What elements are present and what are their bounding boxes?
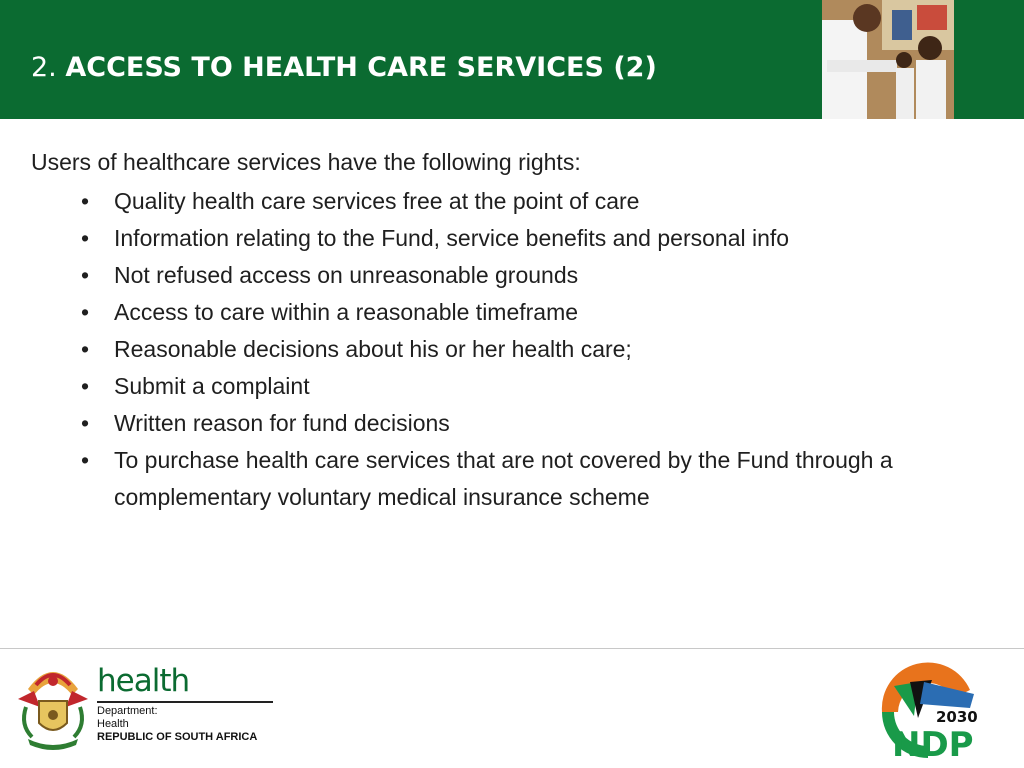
list-item-text: Not refused access on unreasonable grounds	[114, 262, 579, 288]
bullet-icon: •	[81, 299, 90, 325]
list-item-text: Reasonable decisions about his or her health care;	[114, 336, 632, 362]
ndp-2030-logo-icon	[874, 660, 990, 760]
footer-divider	[0, 648, 1024, 649]
bullet-icon: •	[81, 447, 90, 473]
ndp-year: 2030	[936, 708, 978, 726]
dept-line-3: REPUBLIC OF SOUTH AFRICA	[97, 731, 258, 743]
list-item-text: Information relating to the Fund, service benefits and personal info	[114, 225, 790, 251]
list-item	[31, 257, 1001, 294]
list-item	[31, 183, 1001, 220]
list-item	[31, 331, 1001, 368]
bullet-icon: •	[81, 225, 90, 251]
health-wordmark: health	[97, 663, 190, 699]
list-item	[31, 294, 1001, 331]
bullet-icon: •	[81, 336, 90, 362]
bullet-icon: •	[81, 188, 90, 214]
intro-text: Users of healthcare services have the following rights:	[31, 149, 581, 175]
department-text	[97, 705, 257, 744]
list-item	[31, 368, 1001, 405]
south-africa-coat-of-arms-icon	[14, 655, 92, 751]
rights-list	[31, 183, 1001, 516]
title-text: ACCESS TO HEALTH CARE SERVICES (2)	[65, 52, 657, 83]
ndp-text: NDP	[892, 725, 974, 760]
title-number: 2.	[31, 52, 57, 83]
list-item-text: Written reason for fund decisions	[114, 410, 450, 436]
list-item-text: To purchase health care services that are not covered by the Fund through a complementary voluntary medical insurance scheme	[114, 447, 893, 510]
list-item	[31, 220, 1001, 257]
nurse-with-children-photo	[822, 0, 954, 119]
list-item-text: Submit a complaint	[114, 373, 310, 399]
list-item-text: Access to care within a reasonable timeframe	[114, 299, 579, 325]
list-item-text: Quality health care services free at the point of care	[114, 188, 640, 214]
dept-line-2: Health	[97, 718, 129, 730]
bullet-icon: •	[81, 262, 90, 288]
list-item	[31, 442, 1001, 516]
bullet-icon: •	[81, 373, 90, 399]
list-item	[31, 405, 1001, 442]
slide-title	[31, 52, 657, 83]
dept-line-1: Department:	[97, 705, 158, 717]
bullet-icon: •	[81, 410, 90, 436]
header-bar	[0, 0, 1024, 119]
wordmark-underline	[97, 701, 273, 703]
slide-body	[31, 146, 1001, 516]
